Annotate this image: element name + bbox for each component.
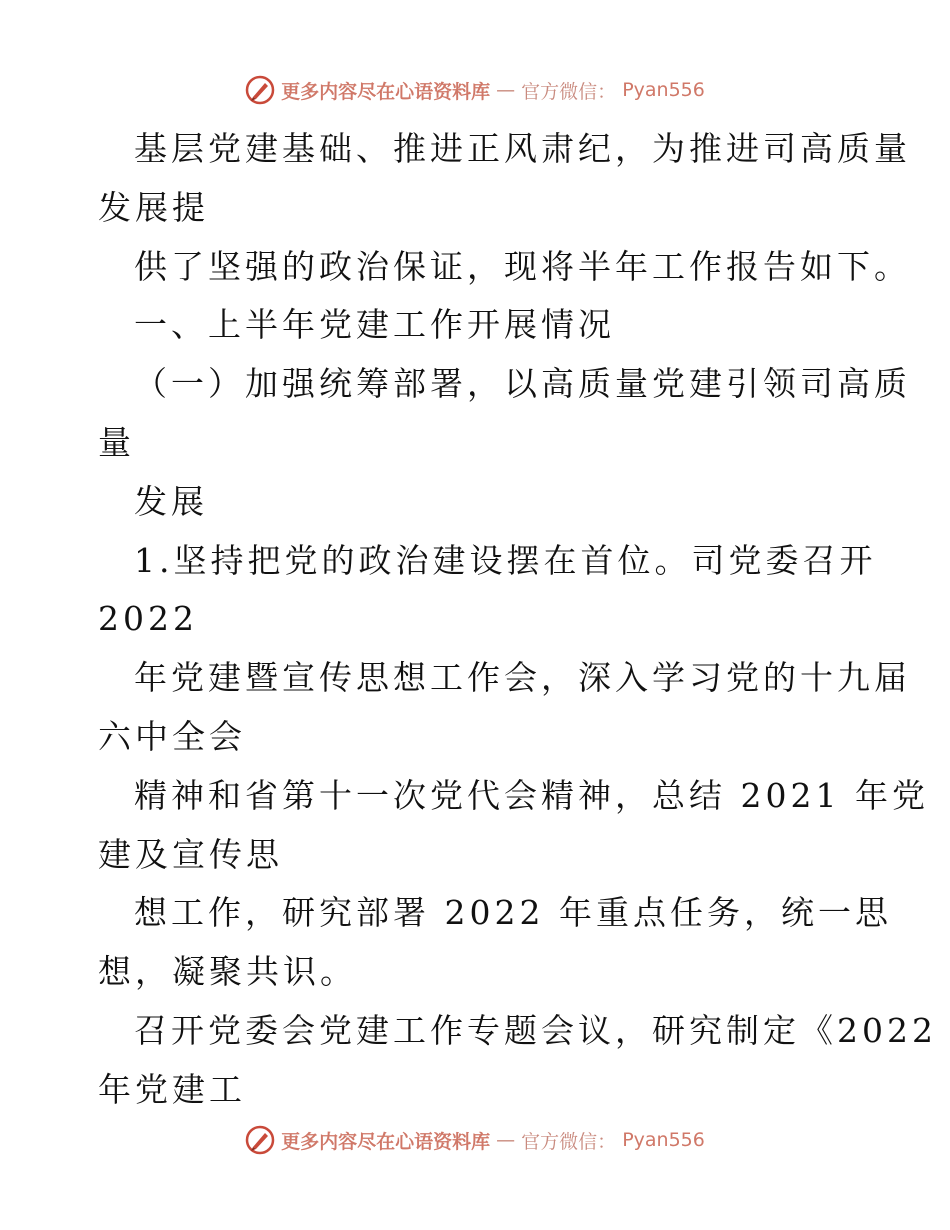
text-line: 发展 xyxy=(134,481,208,521)
text-line: 量 xyxy=(98,422,135,462)
watermark-brand: 更多内容尽在心语资料库 xyxy=(281,1130,491,1153)
document-body xyxy=(98,120,937,1120)
text-line: 1.坚持把党的政治建设摆在首位。司党委召开 xyxy=(134,540,877,580)
text-line: 想工作，研究部署 2022 年重点任务，统一思 xyxy=(134,893,892,933)
text-line: 六中全会 xyxy=(98,716,246,756)
text-line: 供了坚强的政治保证，现将半年工作报告如下。 xyxy=(134,246,911,286)
text-line: 精神和省第十一次党代会精神，总结 2021 年党 xyxy=(134,775,929,815)
watermark-separator: — xyxy=(496,79,516,101)
pen-logo-icon xyxy=(245,1125,275,1155)
watermark-brand: 更多内容尽在心语资料库 xyxy=(281,80,491,103)
text-line: 召开党委会党建工作专题会议，研究制定《2022 xyxy=(134,1010,937,1050)
text-line: 发展提 xyxy=(98,187,209,227)
text-line: 建及宣传思 xyxy=(98,834,283,874)
text-line: 基层党建基础、推进正风肃纪，为推进司高质量 xyxy=(134,129,911,168)
text-line: 年党建工 xyxy=(98,1069,246,1109)
text-line: 2022 xyxy=(98,599,198,639)
pen-logo-icon xyxy=(245,75,275,105)
text-line: 一、上半年党建工作开展情况 xyxy=(134,305,615,345)
watermark-contact-id: Pyan556 xyxy=(622,1129,705,1151)
header-watermark xyxy=(0,70,950,110)
text-line: （一）加强统筹部署，以高质量党建引领司高质 xyxy=(134,364,911,404)
text-line: 年党建暨宣传思想工作会，深入学习党的十九届 xyxy=(134,658,911,698)
text-line: 想，凝聚共识。 xyxy=(98,952,357,992)
footer-watermark xyxy=(0,1120,950,1160)
watermark-contact-label: 官方微信： xyxy=(521,1130,617,1153)
watermark-separator: — xyxy=(496,1129,516,1151)
watermark-contact-label: 官方微信： xyxy=(521,80,617,103)
watermark-contact-id: Pyan556 xyxy=(622,79,705,101)
